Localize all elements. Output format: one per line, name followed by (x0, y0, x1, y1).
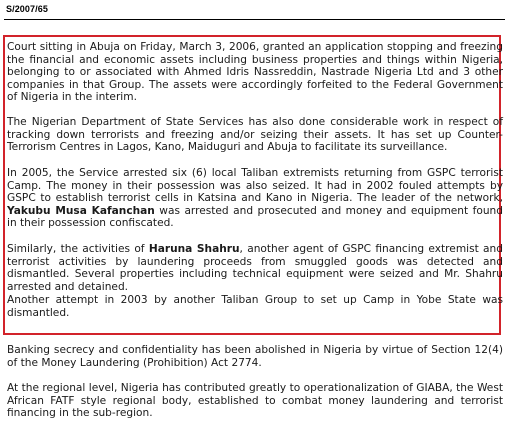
paragraph-yobe-camp: Another attempt in 2003 by another Taliban Group to set up Camp in Yobe State was dismantled. (7, 294, 503, 319)
person-name: Yakubu Musa Kafanchan (7, 204, 155, 217)
paragraph-text: In 2005, the Service arrested six (6) local Taliban extremists returning from GSPC terrorist Camp. The money in their possession was also seized. It had in 2002 fouled attempts by GSPC to establish terrorist cells in Katsina and Kano in Nigeria. The leader of the network, (7, 167, 503, 204)
paragraph-court-freezing-order: Court sitting in Abuja on Friday, March 3, 2006, granted an application stopping and freezing the financial and economic assets including business properties and things within Nigeria, belonging to or associated with Ahmed Idris Nassreddin, Nastrade Nigeria Ltd and 3 other companies in that Group. The assets were accordingly forfeited to the Federal Government of Nigeria in the interim. (7, 41, 503, 103)
paragraph-taliban-arrests (7, 167, 503, 230)
document-reference: S/2007/65 (6, 4, 48, 14)
header-rule (4, 19, 505, 20)
paragraph-regional-giaba: At the regional level, Nigeria has contributed greatly to operationalization of GIABA, the West African FATF style regional body, established to combat money laundering and terrorist financing in the sub-region. (7, 382, 503, 419)
paragraph-gspc-agent (7, 243, 503, 293)
paragraph-state-services: The Nigerian Department of State Services has also done considerable work in respect of tracking down terrorists and freezing and/or seizing their assets. It has set up Counter-Terrorism Centres in Lagos, Kano, Maiduguri and Abuja to facilitate its surveillance. (7, 116, 503, 153)
paragraph-text: was arrested and prosecuted and money and equipment found in their possession confiscated. (7, 204, 503, 229)
paragraph-text: , another agent of GSPC financing extremist and terrorist activities by laundering proceeds from smuggled goods was detected and dismantled. Several properties including technical equipment were seized and Mr. Shahru arrested and detained. (7, 243, 503, 293)
person-name: Haruna Shahru (148, 243, 240, 255)
paragraph-text: Similarly, the activities of (7, 243, 149, 255)
paragraph-banking-secrecy: Banking secrecy and confidentiality has been abolished in Nigeria by virtue of Section 12(4) of the Money Laundering (Prohibition) Act 2774. (7, 344, 503, 369)
